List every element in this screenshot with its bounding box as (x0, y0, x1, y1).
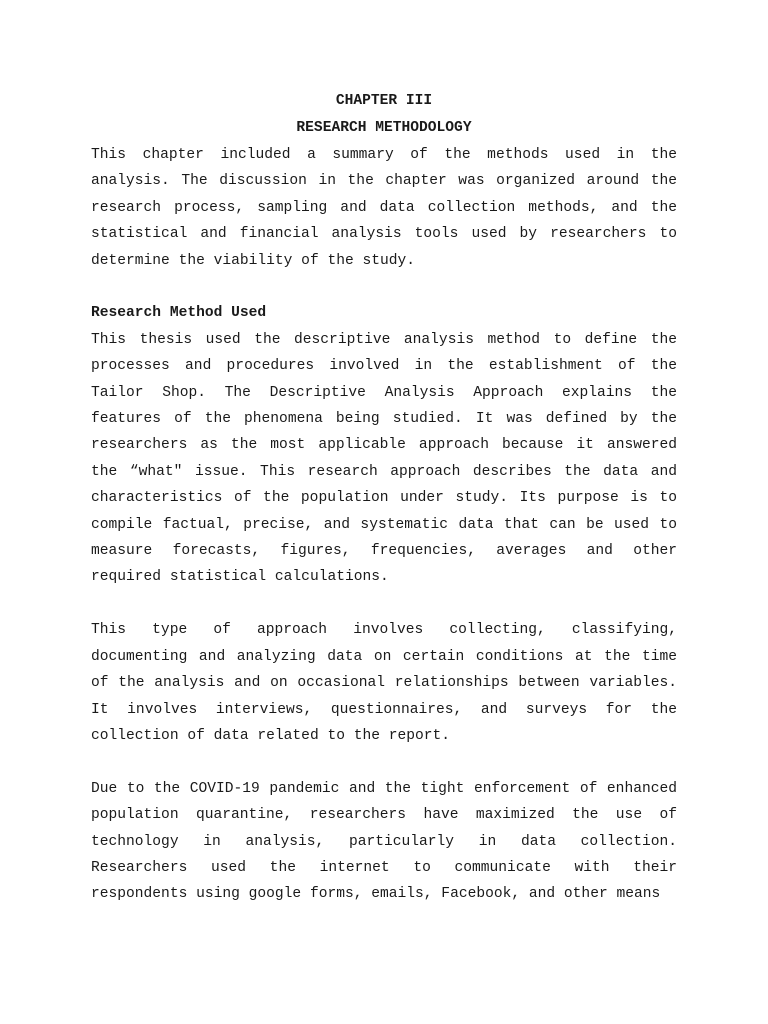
paragraph-covid: Due to the COVID-19 pandemic and the tight enforcement of enhanced population quarantine, researchers have maximized the use of technology in analysis, particularly in data collection. Researchers used the internet to communicate with their respondents using google forms, emails, Facebook, and other means (91, 780, 677, 903)
paragraph-descriptive-method: This thesis used the descriptive analysis method to define the processes and procedures involved in the establishment of the Tailor Shop. The Descriptive Analysis Approach explains the features of the phenomena being studied. It was defined by the researchers as the most applicable approach because it answered the “what" issue. This research approach describes the data and characteristics of the population under study. Its purpose is to compile factual, precise, and systematic data that can be used to measure forecasts, figures, frequencies, averages and other required statistical calculations. (91, 331, 677, 586)
chapter-title: CHAPTER III (335, 93, 433, 109)
document-page (91, 88, 677, 908)
intro-paragraph: This chapter included a summary of the methods used in the analysis. The discussion in the chapter was organized around the research process, sampling and data collection methods, and the statistical and financial analysis tools used by researchers to determine the viability of the study. (91, 147, 677, 269)
section-heading: Research Method Used (91, 305, 267, 322)
paragraph-spacer (91, 591, 677, 617)
paragraph-approach-type: This type of approach involves collecting, classifying, documenting and analyzing data on certain conditions at the time of the analysis and on occasional relationships between variables. It involves interviews, questionnaires, and surveys for the collection of data related to the report. (91, 622, 677, 744)
chapter-subtitle: RESEARCH METHODOLOGY (296, 120, 472, 136)
paragraph-spacer (91, 274, 677, 300)
paragraph-spacer (91, 749, 677, 775)
